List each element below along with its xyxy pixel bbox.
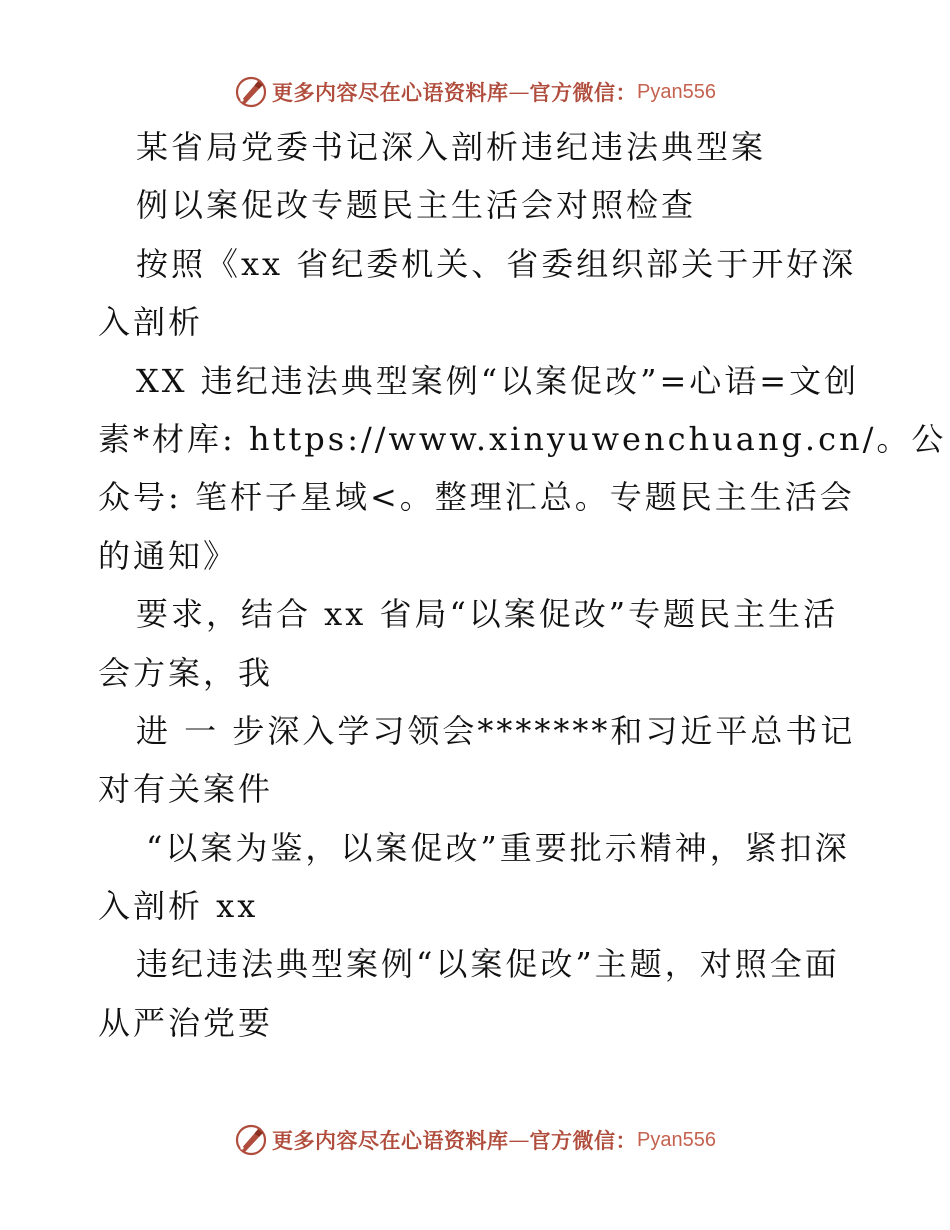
watermark-brand-text: 更多内容尽在心语资料库 bbox=[272, 80, 509, 105]
footer-watermark bbox=[0, 1120, 950, 1160]
paragraph-line: 素*材库: https://www.xinyuwenchuang.cn/。公 bbox=[98, 419, 947, 458]
paragraph-line: XX 违纪违法典型案例“以案促改”=心语=文创 bbox=[136, 361, 860, 400]
paragraph-line: 违纪违法典型案例“以案促改”主题，对照全面 bbox=[136, 945, 840, 984]
paragraph-line: 从严治党要 bbox=[98, 1003, 274, 1042]
watermark-account-label: 官方微信： bbox=[529, 1128, 638, 1153]
paragraph-line: 众号: 笔杆子星域<。整理汇总。专题民主生活会 bbox=[98, 478, 855, 517]
paragraph-line: 入剖析 xx bbox=[98, 887, 259, 926]
paragraph-line: 进 一 步深入学习领会*******和习近平总书记 bbox=[136, 711, 856, 750]
watermark-separator: — bbox=[508, 1128, 530, 1152]
paragraph-line: 的通知》 bbox=[98, 536, 239, 575]
paragraph-line: 要求，结合 xx 省局“以案促改”专题民主生活 bbox=[136, 595, 839, 634]
watermark-separator: — bbox=[508, 80, 530, 104]
document-body bbox=[98, 118, 947, 1052]
header-watermark bbox=[0, 72, 950, 112]
paragraph-line: 按照《xx 省纪委机关、省委组织部关于开好深 bbox=[136, 244, 857, 283]
document-title-line-1: 某省局党委书记深入剖析违纪违法典型案 bbox=[136, 128, 767, 166]
watermark-account-label: 官方微信： bbox=[529, 80, 638, 105]
document-title-line-2: 例以案促改专题民主生活会对照检查 bbox=[136, 186, 697, 225]
watermark-account-id: Pyan556 bbox=[637, 80, 716, 103]
paragraph-line: “以案为鉴，以案促改”重要批示精神，紧扣深 bbox=[146, 828, 850, 867]
fountain-pen-icon bbox=[234, 75, 268, 109]
paragraph-line: 入剖析 bbox=[98, 303, 204, 342]
watermark-account-id: Pyan556 bbox=[637, 1128, 716, 1151]
fountain-pen-icon bbox=[234, 1123, 268, 1157]
watermark-brand-text: 更多内容尽在心语资料库 bbox=[272, 1128, 509, 1153]
paragraph-line: 会方案，我 bbox=[98, 653, 274, 692]
paragraph-line: 对有关案件 bbox=[98, 770, 274, 809]
